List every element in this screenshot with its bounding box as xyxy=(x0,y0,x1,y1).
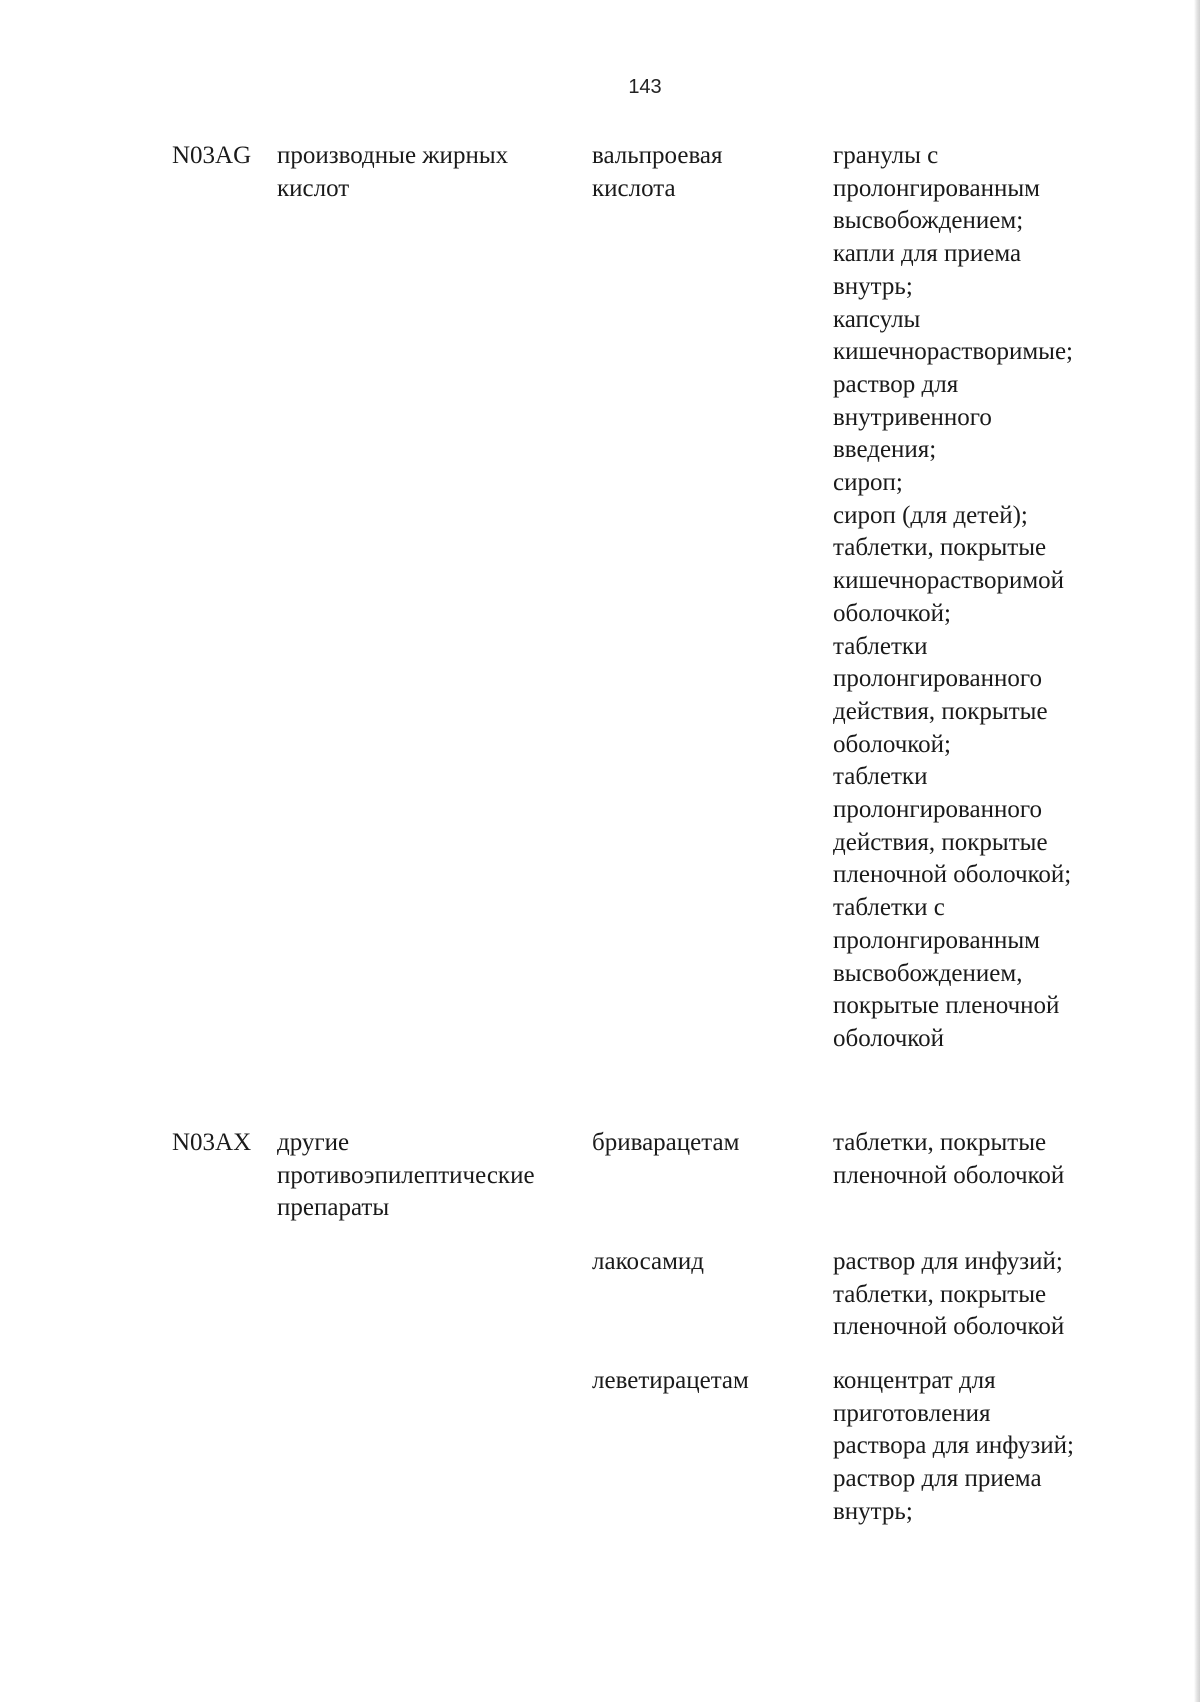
atc-code: N03AG xyxy=(172,142,252,169)
group-line: кислот xyxy=(277,174,350,202)
form-line: таблетки xyxy=(833,763,928,791)
form-line: таблетки xyxy=(833,632,928,660)
form-line: пленочной оболочкой; xyxy=(833,861,1072,889)
form-line: оболочкой; xyxy=(833,599,951,627)
form-line: сироп; xyxy=(833,469,903,497)
drug-name xyxy=(592,1127,822,1160)
form-line: пленочной оболочкой xyxy=(833,1161,1065,1189)
drug-name xyxy=(592,1365,822,1398)
form-line: введения; xyxy=(833,436,937,464)
form-line: таблетки, покрытые xyxy=(833,1129,1047,1156)
form-line: раствор для xyxy=(833,370,959,398)
form-line: высвобождением; xyxy=(833,207,1024,235)
form-line: внутрь; xyxy=(833,272,913,300)
drug-name xyxy=(592,140,822,205)
group-line: производные жирных xyxy=(277,142,509,169)
form-line: пролонгированного xyxy=(833,796,1042,824)
form-line: приготовления xyxy=(833,1399,991,1427)
form-line: оболочкой; xyxy=(833,730,951,758)
form-line: покрытые пленочной xyxy=(833,992,1060,1020)
page-number: 143 xyxy=(628,76,662,98)
drug-name xyxy=(592,1246,822,1279)
form-line: капсулы xyxy=(833,305,921,333)
form-line: концентрат для xyxy=(833,1367,996,1394)
scan-edge-shadow xyxy=(1194,0,1200,1702)
group-line: противоэпилептические xyxy=(277,1161,535,1189)
form-line: таблетки, покрытые xyxy=(833,1280,1047,1308)
dosage-forms xyxy=(833,1246,1133,1344)
pharmacological-group xyxy=(277,1127,587,1225)
form-line: высвобождением, xyxy=(833,959,1023,987)
drug-line: лакосамид xyxy=(592,1248,704,1275)
form-line: действия, покрытые xyxy=(833,828,1048,856)
dosage-forms xyxy=(833,140,1133,1056)
form-line: оболочкой xyxy=(833,1024,945,1052)
form-line: раствора для инфузий; xyxy=(833,1432,1074,1460)
form-line: кишечнорастворимые; xyxy=(833,338,1073,366)
form-line: внутрь; xyxy=(833,1497,913,1525)
form-line: таблетки, покрытые xyxy=(833,534,1047,562)
pharmacological-group xyxy=(277,140,587,205)
dosage-forms xyxy=(833,1127,1133,1192)
drug-line: вальпроевая xyxy=(592,142,723,169)
form-line: кишечнорастворимой xyxy=(833,567,1065,595)
form-line: пролонгированного xyxy=(833,665,1042,693)
form-line: таблетки с xyxy=(833,894,945,922)
form-line: раствор для приема xyxy=(833,1465,1042,1493)
group-line: другие xyxy=(277,1129,350,1156)
form-line: гранулы с xyxy=(833,142,939,169)
group-line: препараты xyxy=(277,1194,390,1222)
form-line: действия, покрытые xyxy=(833,697,1048,725)
drug-line: леветирацетам xyxy=(592,1367,749,1394)
dosage-forms xyxy=(833,1365,1133,1529)
atc-code: N03AX xyxy=(172,1129,252,1156)
drug-line: кислота xyxy=(592,174,676,202)
form-line: раствор для инфузий; xyxy=(833,1248,1063,1275)
form-line: внутривенного xyxy=(833,403,992,431)
form-line: пленочной оболочкой xyxy=(833,1313,1065,1341)
form-line: пролонгированным xyxy=(833,174,1040,202)
drug-line: бриварацетам xyxy=(592,1129,740,1156)
form-line: сироп (для детей); xyxy=(833,501,1028,529)
form-line: капли для приема xyxy=(833,240,1022,268)
form-line: пролонгированным xyxy=(833,926,1040,954)
